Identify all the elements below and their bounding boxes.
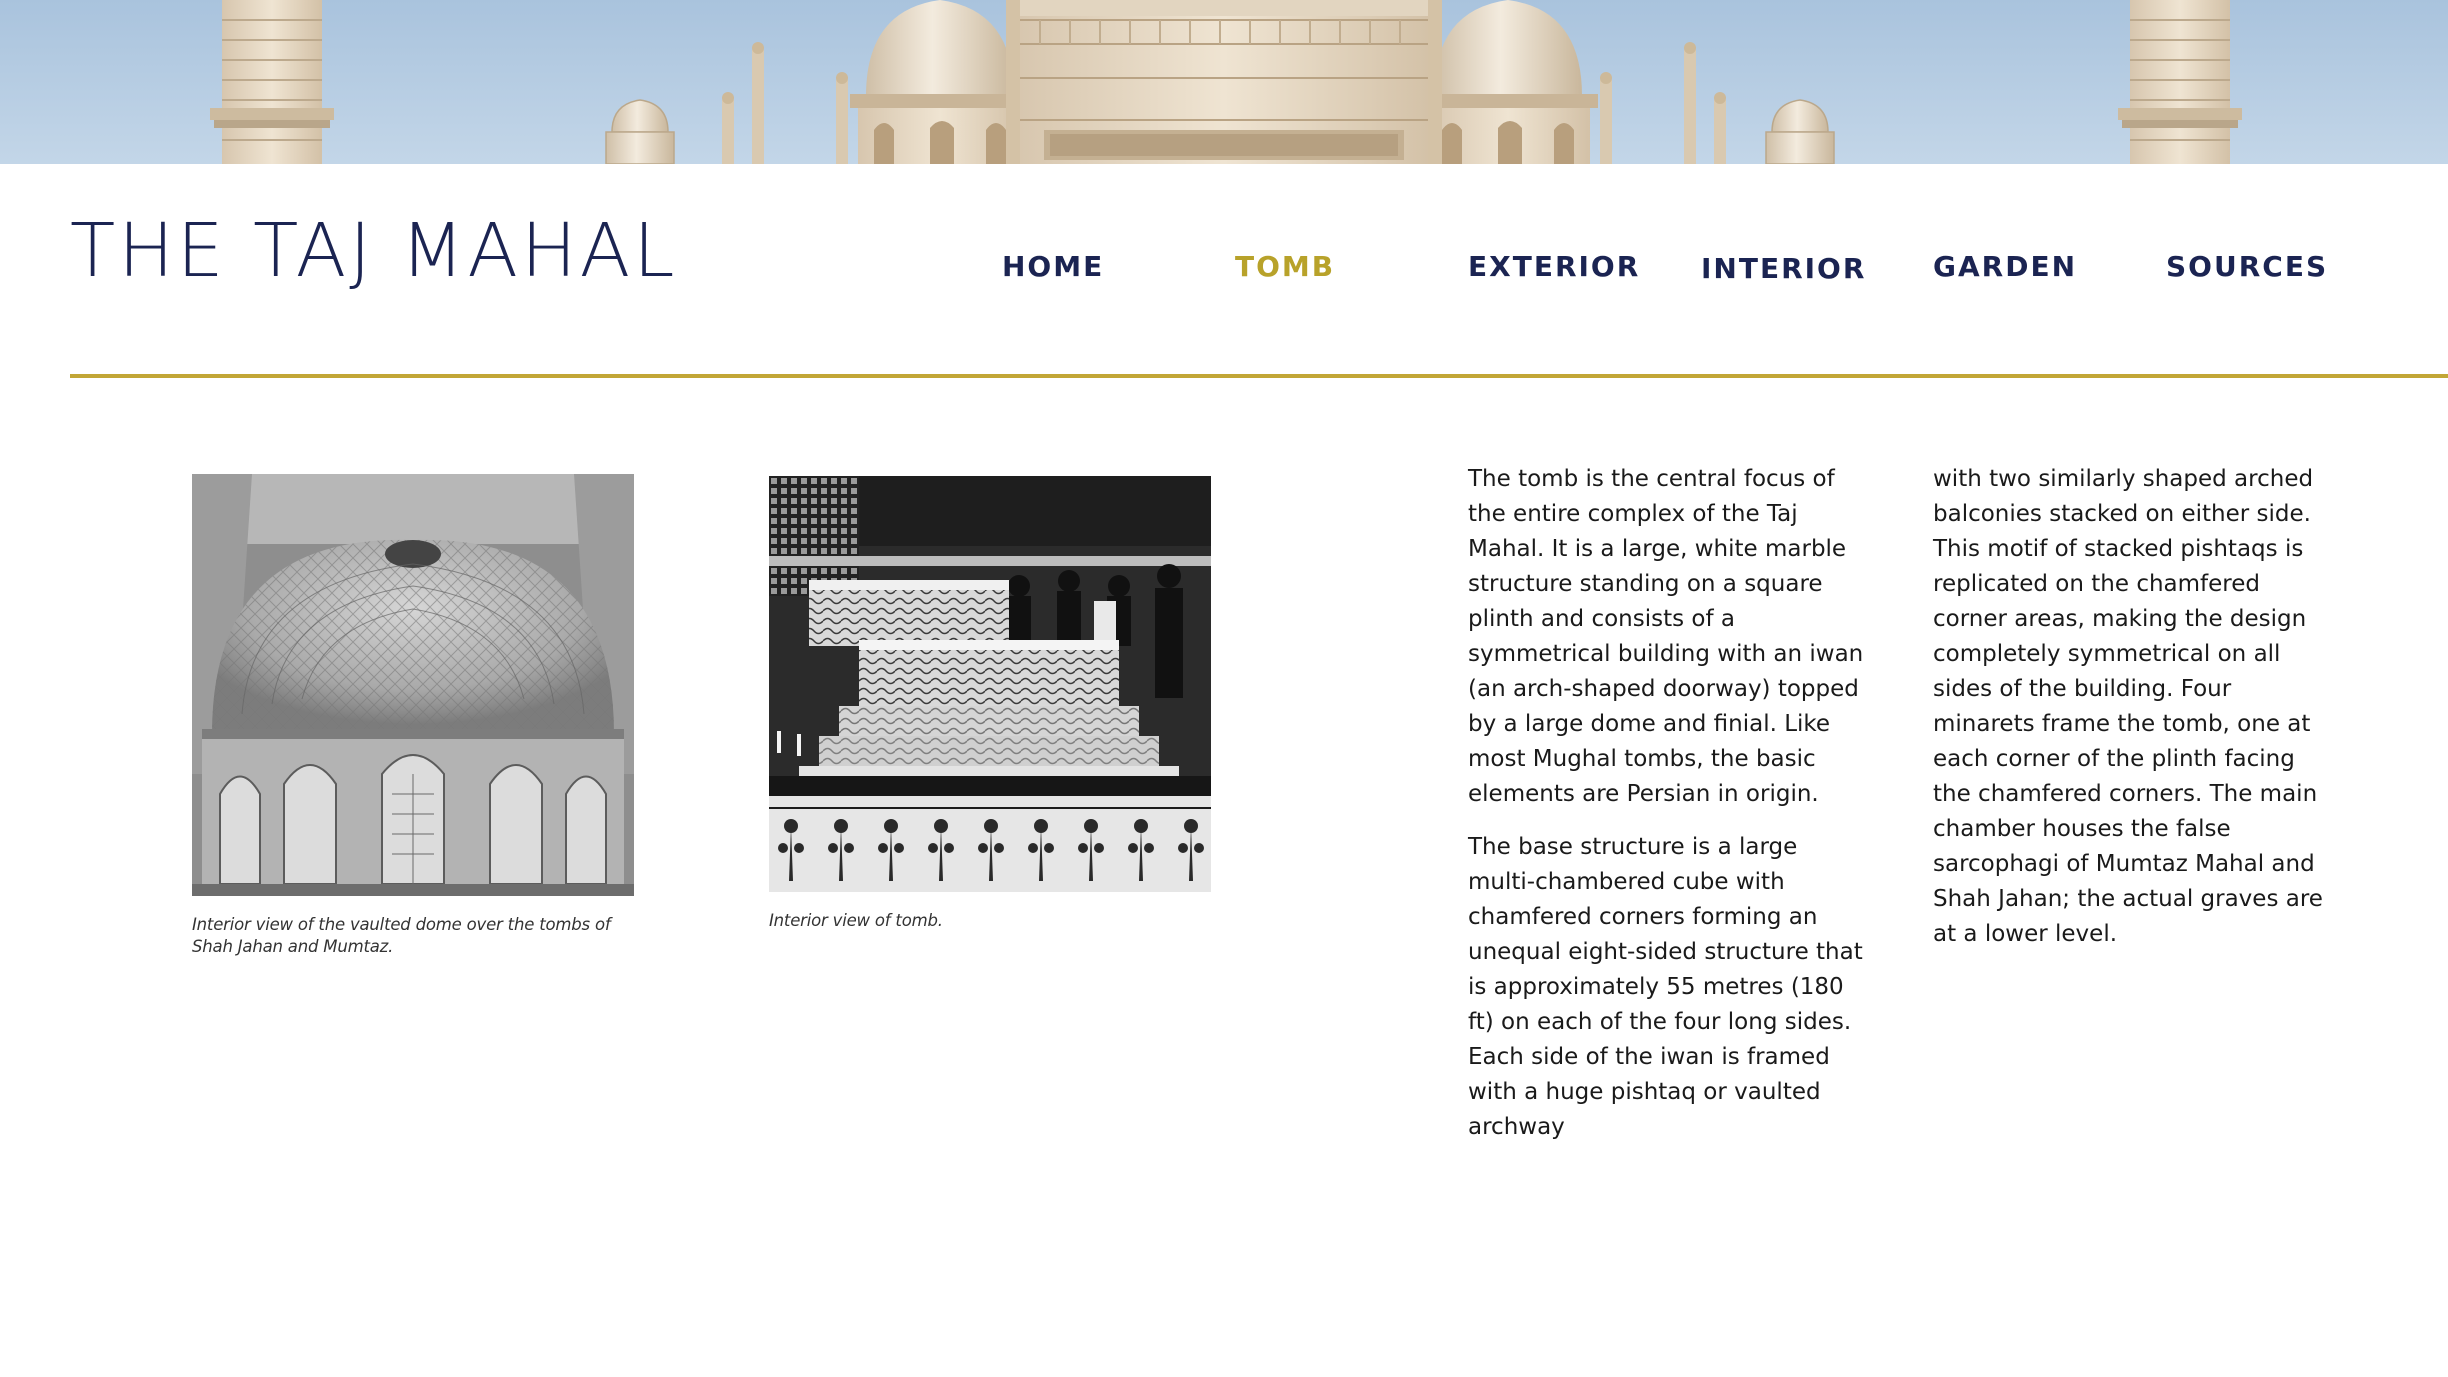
article-column-1 bbox=[1468, 462, 1868, 1163]
header-divider bbox=[70, 374, 2448, 378]
article-paragraph: with two similarly shaped arched balconies stacked on either side. This motif of stacked pishtaqs is replicated on the chamfered corner areas, making the design completely symmetrical on all sides of the building. Four minarets frame the tomb, one at each corner of the plinth facing the chamfered corners. The main chamber houses the false sarcophagi of Mumtaz Mahal and Shah Jahan; the actual graves are at a lower level. bbox=[1933, 466, 2323, 947]
article-paragraph: The tomb is the central focus of the entire complex of the Taj Mahal. It is a large, white marble structure standing on a square plinth and consists of a symmetrical building with an iwan (an arch-shaped doorway) topped by a large dome and finial. Like most Mughal tombs, the basic elements are Persian in origin. bbox=[1468, 466, 1864, 807]
article-paragraph: The base structure is a large multi-chambered cube with chamfered corners forming an unequal eight-sided structure that is approximately 55 metres (180 ft) on each of the four long sides. Each side of the iwan is framed with a huge pishtaq or vaulted archway bbox=[1468, 834, 1863, 1140]
nav-home[interactable]: HOME bbox=[1002, 250, 1105, 283]
figure-tomb-interior bbox=[769, 476, 1211, 932]
nav-exterior[interactable]: EXTERIOR bbox=[1468, 250, 1641, 283]
nav-interior[interactable]: INTERIOR bbox=[1701, 252, 1867, 285]
nav-tomb[interactable]: TOMB bbox=[1235, 250, 1336, 283]
tomb-interior-photo bbox=[769, 476, 1211, 892]
site-title: THE TAJ MAHAL bbox=[70, 208, 678, 294]
nav-sources[interactable]: SOURCES bbox=[2166, 250, 2329, 283]
header-banner-image bbox=[0, 0, 2448, 164]
nav-garden[interactable]: GARDEN bbox=[1933, 250, 2078, 283]
dome-interior-photo bbox=[192, 474, 634, 896]
figure-caption: Interior view of the vaulted dome over the tombs of Shah Jahan and Mumtaz. bbox=[192, 915, 611, 956]
figure-caption: Interior view of tomb. bbox=[769, 911, 943, 930]
article-column-2 bbox=[1933, 462, 2333, 970]
figure-dome-interior bbox=[192, 474, 634, 958]
main-nav bbox=[0, 250, 2448, 290]
